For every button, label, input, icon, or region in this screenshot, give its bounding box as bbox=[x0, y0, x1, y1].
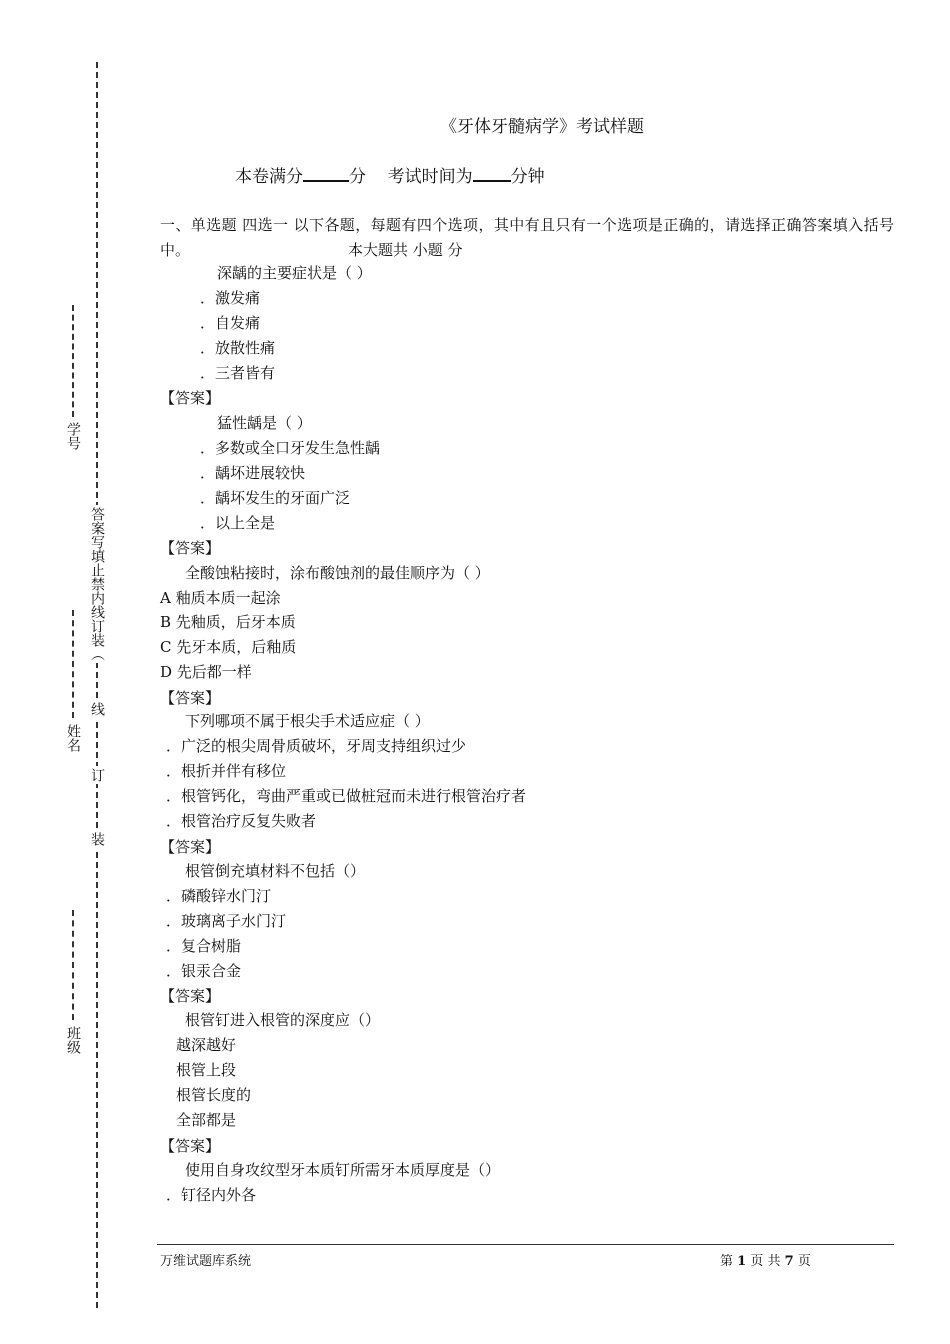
page-indicator bbox=[720, 1250, 811, 1269]
option: 根管上段 bbox=[176, 1061, 237, 1079]
option: ．根管治疗反复失败者 bbox=[166, 812, 317, 830]
option: 根管长度的 bbox=[176, 1086, 252, 1104]
question-stem: 根管钉进入根管的深度应（） bbox=[185, 1011, 381, 1029]
score-time-line bbox=[235, 162, 545, 187]
option: ．根折并伴有移位 bbox=[166, 762, 287, 780]
student-id-dash bbox=[72, 305, 74, 417]
time-blank bbox=[473, 166, 511, 182]
option: ．以上全是 bbox=[200, 514, 276, 532]
page-suffix: 页 bbox=[797, 1254, 811, 1269]
binding-zhuang-label: 装 bbox=[89, 832, 105, 846]
option: ．三者皆有 bbox=[200, 364, 276, 382]
question-stem: 深龋的主要症状是（ ） bbox=[217, 264, 372, 282]
option: ．玻璃离子水门汀 bbox=[166, 912, 287, 930]
binding-dashed-line bbox=[96, 62, 98, 1308]
option: A 釉质本质一起涂 bbox=[160, 589, 281, 607]
name-dash bbox=[72, 610, 74, 718]
section-instructions: 一、单选题 四选一 以下各题，每题有四个选项，其中有且只有一个选项是正确的，请选择正确答案填入括号中。 bbox=[160, 216, 894, 259]
option: 全部都是 bbox=[176, 1111, 237, 1129]
student-id-label: 学号 bbox=[65, 422, 81, 450]
answer-label: 【答案】 bbox=[160, 1137, 221, 1155]
option: ．银汞合金 bbox=[166, 962, 242, 980]
option: ．磷酸锌水门汀 bbox=[166, 887, 272, 905]
answer-label: 【答案】 bbox=[160, 838, 221, 856]
option: ．复合树脂 bbox=[166, 937, 242, 955]
score-blank bbox=[303, 166, 349, 182]
option: ．龋坏发生的牙面广泛 bbox=[200, 489, 351, 507]
option: ．钉径内外各 bbox=[166, 1186, 257, 1204]
page-mid: 页 共 bbox=[750, 1254, 781, 1269]
section-summary: 本大题共 小题 分 bbox=[348, 241, 463, 259]
question-stem: 猛性龋是（ ） bbox=[217, 414, 312, 432]
binding-ding-label: 订 bbox=[89, 768, 105, 782]
answer-label: 【答案】 bbox=[160, 689, 221, 707]
option: B 先釉质，后牙本质 bbox=[160, 613, 296, 631]
question-stem: 使用自身攻纹型牙本质钉所需牙本质厚度是（） bbox=[185, 1161, 501, 1179]
option: D 先后都一样 bbox=[160, 663, 252, 681]
page-current: 1 bbox=[737, 1254, 747, 1269]
footer-rule bbox=[157, 1244, 894, 1245]
option: ．放散性痛 bbox=[200, 339, 276, 357]
score-unit: 分 bbox=[349, 167, 366, 187]
option: ．激发痛 bbox=[200, 289, 261, 307]
class-dash bbox=[72, 910, 74, 1020]
score-prefix: 本卷满分 bbox=[235, 167, 303, 187]
option: 越深越好 bbox=[176, 1036, 237, 1054]
option: ．根管钙化，弯曲严重或已做桩冠而未进行根管治疗者 bbox=[166, 787, 527, 805]
option: ．自发痛 bbox=[200, 314, 261, 332]
page-prefix: 第 bbox=[720, 1254, 734, 1269]
name-label: 姓名 bbox=[65, 724, 81, 752]
time-unit: 分钟 bbox=[510, 167, 545, 187]
option: ．多数或全口牙发生急性龋 bbox=[200, 439, 381, 457]
time-prefix: 考试时间为 bbox=[387, 167, 473, 187]
class-label: 班级 bbox=[65, 1026, 81, 1054]
page-total: 7 bbox=[784, 1254, 794, 1269]
answer-label: 【答案】 bbox=[160, 539, 221, 557]
answer-label: 【答案】 bbox=[160, 987, 221, 1005]
option: ．龋坏进展较快 bbox=[200, 464, 306, 482]
binding-line-label: 线 bbox=[89, 702, 105, 716]
question-stem: 根管倒充填材料不包括（） bbox=[185, 862, 366, 880]
binding-notice: 答案写填止禁内线订装（ bbox=[89, 507, 105, 661]
option: C 先牙本质，后釉质 bbox=[160, 638, 297, 656]
question-stem: 全酸蚀粘接时，涂布酸蚀剂的最佳顺序为（ ） bbox=[185, 564, 490, 582]
option: ．广泛的根尖周骨质破坏，牙周支持组织过少 bbox=[166, 737, 467, 755]
footer-system-name: 万维试题库系统 bbox=[160, 1254, 252, 1269]
exam-title: 《牙体牙髓病学》考试样题 bbox=[440, 117, 644, 137]
question-stem: 下列哪项不属于根尖手术适应症（ ） bbox=[185, 712, 430, 730]
answer-label: 【答案】 bbox=[160, 389, 221, 407]
section-heading bbox=[160, 213, 894, 263]
